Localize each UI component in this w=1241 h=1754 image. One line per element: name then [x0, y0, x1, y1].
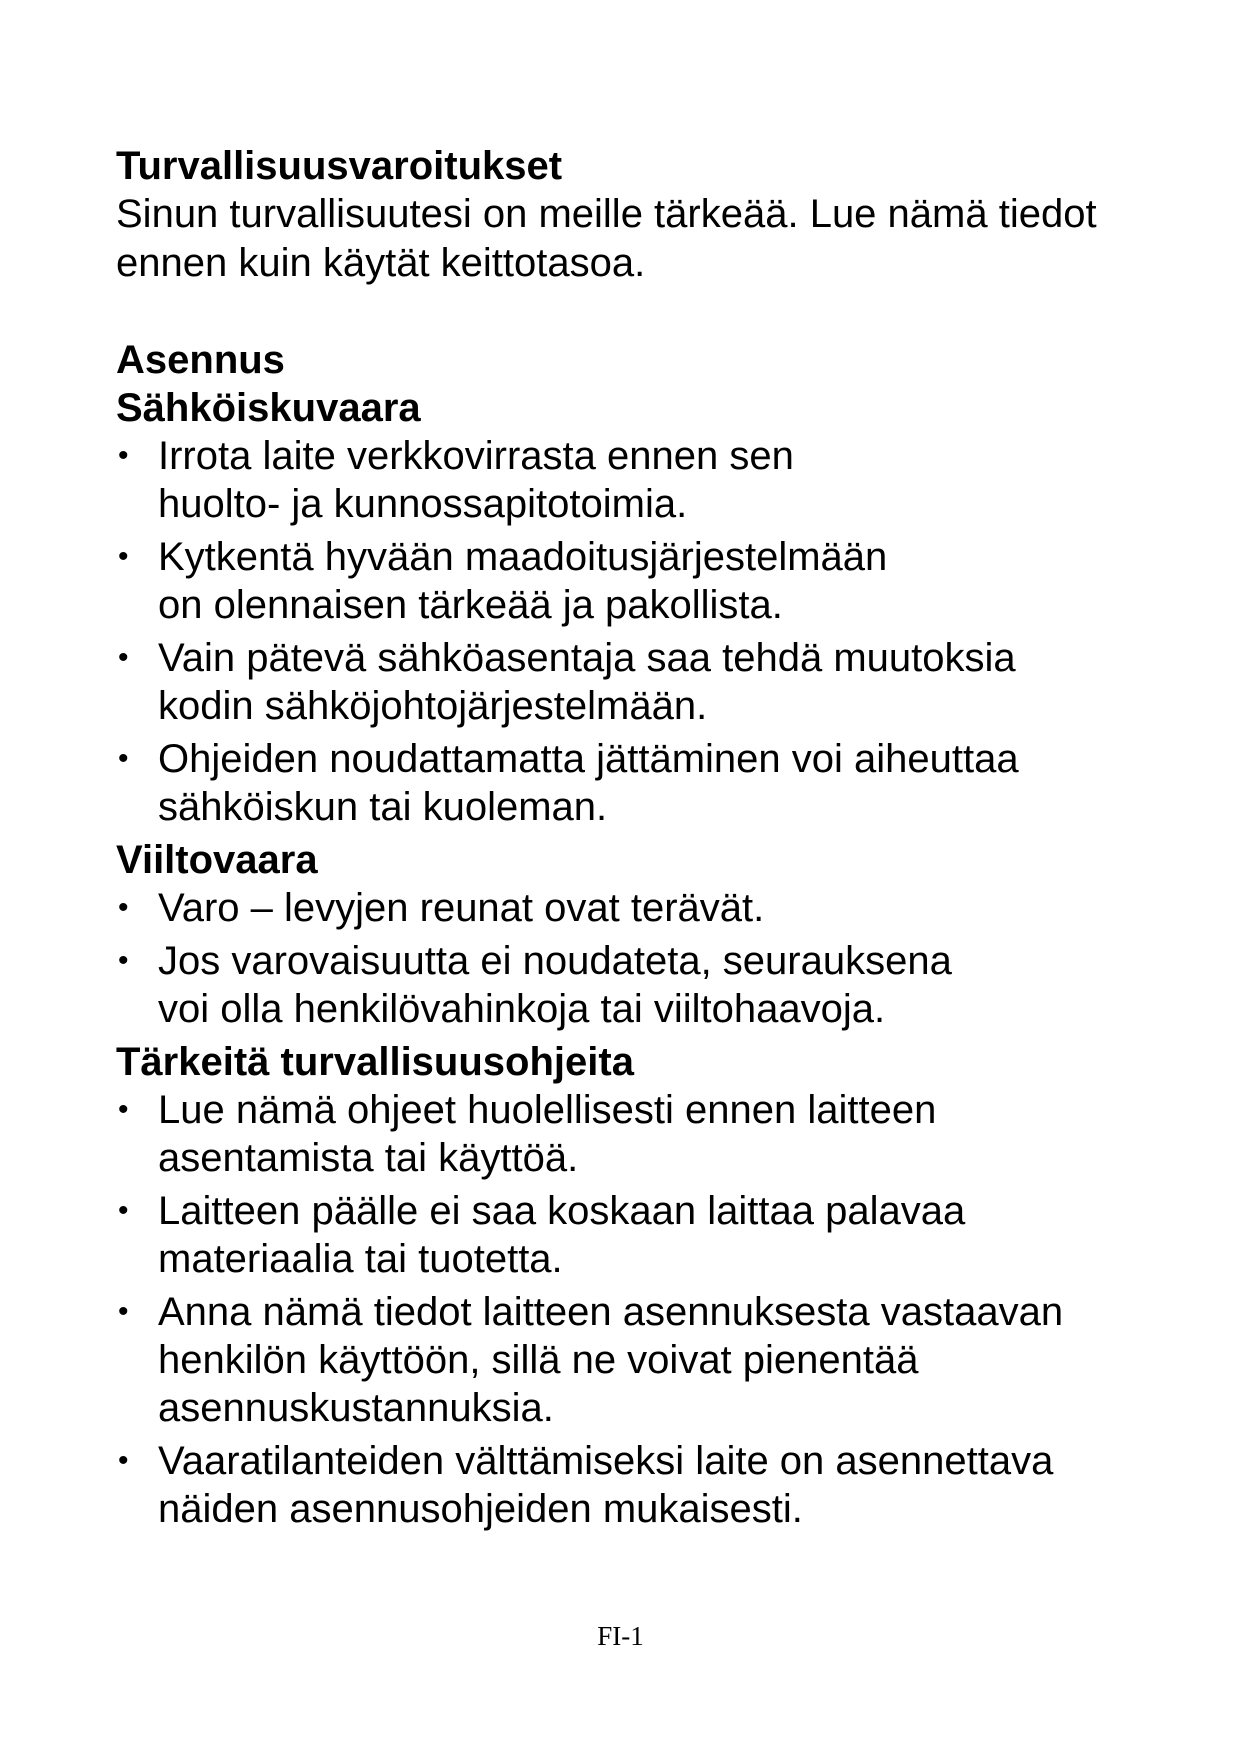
- bullet-icon: •: [118, 1093, 129, 1126]
- bullet-icon: •: [118, 742, 129, 775]
- list-item: [116, 432, 1156, 528]
- list-item: [116, 884, 1156, 932]
- list-item-text: Anna nämä tiedot laitteen asennuksesta vastaavan henkilön käyttöön, sillä ne voivat pienentää asennuskustannuksia.: [158, 1290, 1064, 1430]
- list-item: [116, 1288, 1156, 1432]
- list-item-text: Vain pätevä sähköasentaja saa tehdä muutoksia kodin sähköjohtojärjestelmään.: [158, 636, 1016, 728]
- list-item: [116, 1437, 1156, 1533]
- list-item: [116, 937, 1156, 1033]
- list-item-text: Lue nämä ohjeet huolellisesti ennen laitteen asentamista tai käyttöä.: [158, 1088, 937, 1180]
- list-item-text: Laitteen päälle ei saa koskaan laittaa palavaa materiaalia tai tuotetta.: [158, 1189, 966, 1281]
- bullet-icon: •: [118, 439, 129, 472]
- bullet-list-safety-instructions: [116, 1086, 1156, 1533]
- section-title: Asennus: [116, 338, 285, 382]
- bullet-icon: •: [118, 1444, 129, 1477]
- group-heading-safety-instructions: Tärkeitä turvallisuusohjeita: [116, 1040, 634, 1084]
- bullet-icon: •: [118, 1295, 129, 1328]
- list-item: [116, 533, 1156, 629]
- list-item-text: Irrota laite verkkovirrasta ennen sen huolto- ja kunnossapitotoimia.: [158, 434, 794, 526]
- page-title: Turvallisuusvaroitukset: [116, 144, 563, 188]
- bullet-icon: •: [118, 641, 129, 674]
- list-item-text: Ohjeiden noudattamatta jättäminen voi aiheuttaa sähköiskun tai kuoleman.: [158, 737, 1019, 829]
- list-item-text: Vaaratilanteiden välttämiseksi laite on asennettava näiden asennusohjeiden mukaisesti.: [158, 1439, 1054, 1531]
- bullet-icon: •: [118, 891, 129, 924]
- page-number: FI-1: [597, 1621, 644, 1651]
- bullet-icon: •: [118, 540, 129, 573]
- list-item: [116, 1086, 1156, 1182]
- intro-paragraph: Sinun turvallisuutesi on meille tärkeää. Lue nämä tiedot ennen kuin käytät keittotasoa.: [116, 192, 1097, 285]
- list-item: [116, 735, 1156, 831]
- list-item: [116, 634, 1156, 730]
- list-item-text: Jos varovaisuutta ei noudateta, seurauksena voi olla henkilövahinkoja tai viiltohaavoja.: [158, 939, 952, 1031]
- bullet-list-electric-shock: [116, 432, 1156, 831]
- list-item-text: Varo – levyjen reunat ovat terävät.: [158, 886, 765, 930]
- section-spacer: [116, 288, 1156, 336]
- group-heading-cut-hazard: Viiltovaara: [116, 838, 318, 882]
- group-heading-electric-shock: Sähköiskuvaara: [116, 386, 421, 430]
- bullet-icon: •: [118, 944, 129, 977]
- page-content: [116, 142, 1156, 1538]
- bullet-list-cut-hazard: [116, 884, 1156, 1033]
- list-item: [116, 1187, 1156, 1283]
- bullet-icon: •: [118, 1194, 129, 1227]
- list-item-text: Kytkentä hyvään maadoitusjärjestelmään on olennaisen tärkeää ja pakollista.: [158, 535, 888, 627]
